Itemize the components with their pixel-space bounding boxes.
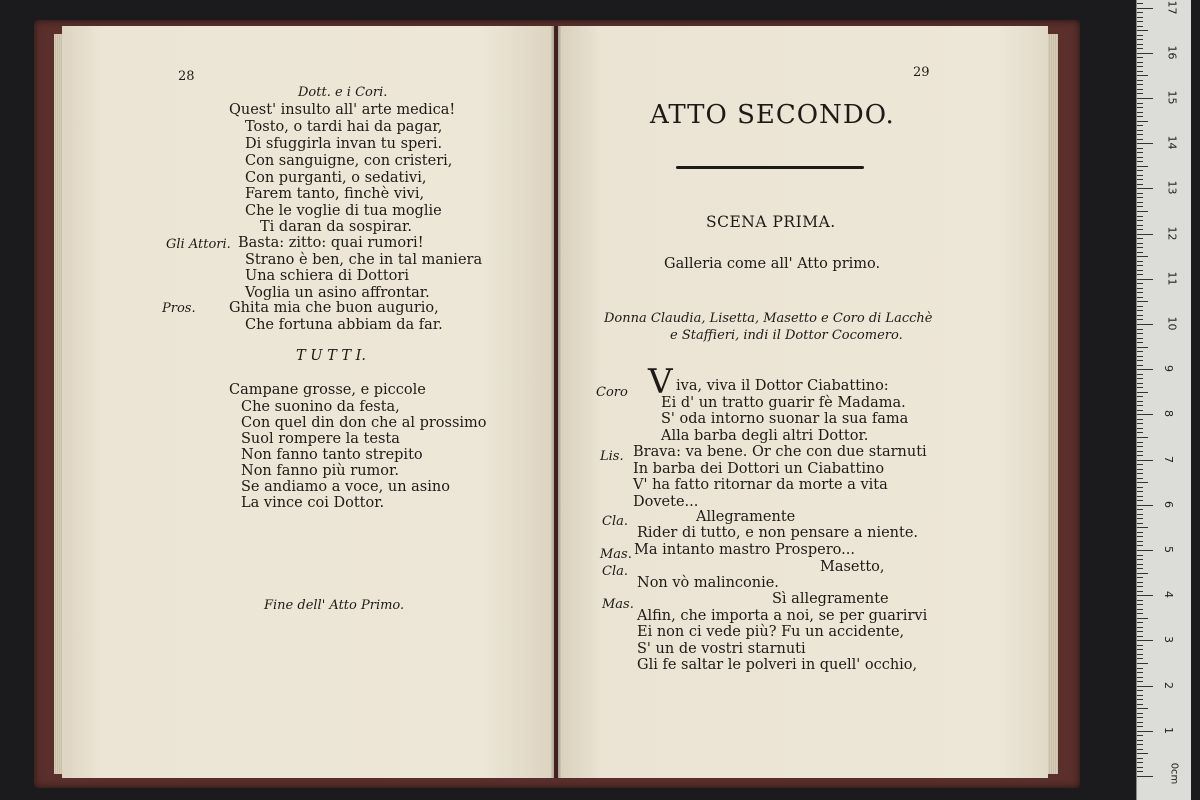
- ruler-tick: [1137, 347, 1148, 348]
- drop-cap: V: [648, 362, 673, 402]
- ruler-number: 10: [1165, 316, 1179, 331]
- ruler-tick: [1137, 690, 1143, 691]
- ruler-tick: [1137, 93, 1143, 94]
- ruler-tick: [1137, 125, 1143, 126]
- ruler-tick: [1137, 622, 1143, 623]
- ruler-tick: [1137, 491, 1143, 492]
- ruler-number: 7: [1162, 455, 1175, 463]
- ruler-tick: [1137, 274, 1143, 275]
- ruler-tick: [1137, 44, 1143, 45]
- ruler-tick: [1137, 532, 1143, 533]
- ruler-tick: [1137, 559, 1143, 560]
- ruler-tick: [1137, 595, 1153, 596]
- ruler-tick: [1137, 609, 1143, 610]
- ruler-tick: [1137, 518, 1143, 519]
- ruler-unit-label: 0cm: [1168, 762, 1180, 785]
- ruler-number: 3: [1162, 636, 1175, 644]
- verse-line: Che le voglie di tua moglie: [245, 203, 442, 219]
- ruler-tick: [1137, 708, 1148, 709]
- ruler-tick: [1137, 225, 1143, 226]
- verse-line: Basta: zitto: quai rumori!: [238, 235, 424, 251]
- ruler-tick: [1137, 338, 1143, 339]
- ruler-tick: [1137, 211, 1148, 212]
- ruler-tick: [1137, 301, 1148, 302]
- ruler-tick: [1137, 21, 1143, 22]
- ruler-tick: [1137, 220, 1143, 221]
- verse-line: Una schiera di Dottori: [245, 268, 409, 284]
- ruler-tick: [1137, 378, 1143, 379]
- ruler-tick: [1137, 374, 1143, 375]
- verse-line: Ei non ci vede più? Fu un accidente,: [637, 624, 905, 640]
- act-title: ATTO SECONDO.: [650, 100, 895, 130]
- ruler-tick: [1137, 555, 1143, 556]
- left-page-number: 28: [178, 69, 195, 84]
- ruler-tick: [1137, 193, 1143, 194]
- ruler-tick: [1137, 586, 1143, 587]
- ruler-tick: [1137, 383, 1143, 384]
- ruler-tick: [1137, 252, 1143, 253]
- speaker-lis: Lis.: [600, 449, 624, 464]
- ruler-tick: [1137, 329, 1143, 330]
- ruler-number: 4: [1162, 591, 1175, 599]
- speaker-gli-attori: Gli Attori.: [166, 237, 231, 252]
- verse-line: V' ha fatto ritornar da morte a vita: [633, 477, 888, 493]
- ruler-tick: [1137, 437, 1148, 438]
- ruler-tick: [1137, 206, 1143, 207]
- verse-line: Ei d' un tratto guarir fè Madama.: [661, 395, 906, 411]
- ruler-tick: [1137, 170, 1143, 171]
- ruler-tick: [1137, 121, 1148, 122]
- ruler-tick: [1137, 71, 1143, 72]
- ruler-tick: [1137, 613, 1143, 614]
- character-list-line-2: e Staffieri, indi il Dottor Cocomero.: [670, 328, 903, 343]
- ruler-tick: [1137, 342, 1143, 343]
- speaker-heading: Dott. e i Cori.: [298, 85, 388, 100]
- ruler-tick: [1137, 631, 1143, 632]
- verse-line: La vince coi Dottor.: [241, 495, 385, 511]
- ruler-tick: [1137, 30, 1148, 31]
- ruler-number: 13: [1165, 180, 1179, 195]
- ruler-tick: [1137, 39, 1143, 40]
- ruler-tick: [1137, 3, 1143, 4]
- ruler-tick: [1137, 428, 1143, 429]
- ruler-tick: [1137, 541, 1143, 542]
- ruler-tick: [1137, 188, 1153, 189]
- verse-line: Che suonino da festa,: [241, 399, 400, 415]
- verse-line: Tosto, o tardi hai da pagar,: [245, 119, 443, 135]
- verse-line: iva, viva il Dottor Ciabattino:: [676, 378, 889, 394]
- ruler-number: 16: [1165, 45, 1179, 60]
- ruler-tick: [1137, 451, 1143, 452]
- ruler-tick: [1137, 704, 1143, 705]
- ruler-tick: [1137, 419, 1143, 420]
- verse-line: Ma intanto mastro Prospero...: [634, 542, 855, 558]
- ruler-tick: [1137, 446, 1143, 447]
- speaker-cla-2: Cla.: [602, 564, 628, 579]
- ruler-tick: [1137, 618, 1148, 619]
- character-list-line-1: Donna Claudia, Lisetta, Masetto e Coro di Lacchè: [604, 311, 933, 326]
- ruler-tick: [1137, 473, 1143, 474]
- ruler-number: 2: [1162, 681, 1175, 689]
- ruler-tick: [1137, 84, 1143, 85]
- speaker-cla: Cla.: [602, 514, 628, 529]
- book-gutter: [551, 26, 561, 778]
- measurement-ruler: [1136, 0, 1191, 800]
- ruler-tick: [1137, 148, 1143, 149]
- verse-line: Ghita mia che buon augurio,: [229, 300, 439, 316]
- ruler-tick: [1137, 753, 1148, 754]
- ruler-number: 6: [1162, 500, 1175, 508]
- ruler-tick: [1137, 527, 1148, 528]
- ruler-tick: [1137, 89, 1143, 90]
- end-of-act-one: Fine dell' Atto Primo.: [264, 598, 405, 613]
- ruler-tick: [1137, 396, 1143, 397]
- verse-line: Con quel din don che al prossimo: [241, 415, 487, 431]
- ruler-number: 17: [1165, 0, 1179, 15]
- speaker-mas: Mas.: [600, 547, 632, 562]
- ruler-number: 1: [1162, 726, 1175, 734]
- ruler-tick: [1137, 677, 1143, 678]
- verse-line: Allegramente: [696, 509, 796, 525]
- ruler-tick: [1137, 369, 1153, 370]
- ruler-tick: [1137, 536, 1143, 537]
- ruler-number: 5: [1162, 546, 1175, 553]
- ruler-tick: [1137, 98, 1153, 99]
- ruler-tick: [1137, 582, 1143, 583]
- ruler-tick: [1137, 460, 1153, 461]
- ruler-tick: [1137, 726, 1143, 727]
- ruler-tick: [1137, 600, 1143, 601]
- ruler-tick: [1137, 75, 1148, 76]
- ruler-tick: [1137, 482, 1148, 483]
- ruler-tick: [1137, 288, 1143, 289]
- verse-line: Voglia un asino affrontar.: [245, 285, 430, 301]
- ruler-tick: [1137, 17, 1143, 18]
- ruler-tick: [1137, 423, 1143, 424]
- ruler-tick: [1137, 604, 1143, 605]
- verse-line: Strano è ben, che in tal maniera: [245, 252, 483, 268]
- ruler-tick: [1137, 297, 1143, 298]
- ruler-tick: [1137, 568, 1143, 569]
- verse-line: Farem tanto, finchè vivi,: [245, 186, 425, 202]
- ruler-tick: [1137, 234, 1153, 235]
- ruler-tick: [1137, 509, 1143, 510]
- ruler-tick: [1137, 112, 1143, 113]
- ruler-tick: [1137, 35, 1143, 36]
- ruler-tick: [1137, 722, 1143, 723]
- ruler-tick: [1137, 545, 1143, 546]
- ruler-tick: [1137, 261, 1143, 262]
- ruler-tick: [1137, 107, 1143, 108]
- ruler-tick: [1137, 184, 1143, 185]
- ruler-tick: [1137, 771, 1143, 772]
- scene-setting: Galleria come all' Atto primo.: [664, 256, 881, 272]
- ruler-tick: [1137, 550, 1153, 551]
- ruler-tick: [1137, 731, 1153, 732]
- ruler-tick: [1137, 654, 1143, 655]
- ruler-tick: [1137, 432, 1143, 433]
- ruler-tick: [1137, 464, 1143, 465]
- verse-line: Campane grosse, e piccole: [229, 382, 426, 398]
- ruler-tick: [1137, 645, 1143, 646]
- ruler-tick: [1137, 238, 1143, 239]
- verse-line: Sì allegramente: [772, 591, 889, 607]
- ruler-tick: [1137, 695, 1143, 696]
- verse-line: Con purganti, o sedativi,: [245, 170, 427, 186]
- ruler-tick: [1137, 319, 1143, 320]
- ruler-tick: [1137, 649, 1143, 650]
- right-page-edges: [1048, 34, 1058, 774]
- verse-line: Masetto,: [820, 559, 885, 575]
- ruler-tick: [1137, 12, 1143, 13]
- ruler-tick: [1137, 315, 1143, 316]
- ruler-tick: [1137, 48, 1143, 49]
- ruler-tick: [1137, 53, 1153, 54]
- ruler-tick: [1137, 256, 1148, 257]
- right-page-number: 29: [913, 65, 930, 80]
- ruler-number: 8: [1162, 410, 1175, 418]
- speaker-pros: Pros.: [162, 301, 196, 316]
- ruler-tick: [1137, 179, 1143, 180]
- ruler-tick: [1137, 713, 1143, 714]
- verse-line: In barba dei Dottori un Ciabattino: [633, 461, 885, 477]
- verse-line: Rider di tutto, e non pensare a niente.: [637, 525, 919, 541]
- verse-line: Dovete...: [633, 494, 699, 510]
- ruler-tick: [1137, 26, 1143, 27]
- verse-line: Che fortuna abbiam da far.: [245, 317, 443, 333]
- ruler-tick: [1137, 166, 1148, 167]
- verse-line: Non fanno tanto strepito: [241, 447, 423, 463]
- ruler-tick: [1137, 636, 1143, 637]
- ruler-tick: [1137, 514, 1143, 515]
- ruler-tick: [1137, 243, 1143, 244]
- ruler-tick: [1137, 161, 1143, 162]
- ruler-tick: [1137, 523, 1143, 524]
- ruler-tick: [1137, 672, 1143, 673]
- ruler-number: 15: [1165, 90, 1179, 105]
- ruler-tick: [1137, 283, 1143, 284]
- ruler-tick: [1137, 387, 1143, 388]
- ruler-tick: [1137, 216, 1143, 217]
- ruler-tick: [1137, 134, 1143, 135]
- ruler-tick: [1137, 487, 1143, 488]
- ruler-tick: [1137, 80, 1143, 81]
- ruler-tick: [1137, 324, 1153, 325]
- ruler-number: 14: [1165, 135, 1179, 150]
- ruler-tick: [1137, 744, 1143, 745]
- ruler-tick: [1137, 681, 1143, 682]
- ruler-tick: [1137, 717, 1143, 718]
- ruler-tick: [1137, 762, 1143, 763]
- tutti-heading: T U T T I.: [296, 348, 367, 364]
- ruler-number: 12: [1165, 226, 1179, 241]
- ruler-tick: [1137, 279, 1153, 280]
- ruler-tick: [1137, 455, 1143, 456]
- ruler-tick: [1137, 139, 1143, 140]
- verse-line: S' oda intorno suonar la sua fama: [661, 411, 909, 427]
- ruler-tick: [1137, 197, 1143, 198]
- ruler-tick: [1137, 392, 1148, 393]
- speaker-mas-2: Mas.: [602, 597, 634, 612]
- verse-line: Alla barba degli altri Dottor.: [661, 428, 869, 444]
- verse-line: Con sanguigne, con cristeri,: [245, 153, 453, 169]
- verse-line: Brava: va bene. Or che con due starnuti: [633, 444, 927, 460]
- ruler-tick: [1137, 658, 1143, 659]
- ruler-tick: [1137, 103, 1143, 104]
- ruler-tick: [1137, 410, 1143, 411]
- title-rule: [676, 166, 864, 169]
- ruler-tick: [1137, 360, 1143, 361]
- ruler-tick: [1137, 365, 1143, 366]
- ruler-tick: [1137, 292, 1143, 293]
- ruler-tick: [1137, 767, 1143, 768]
- ruler-tick: [1137, 130, 1143, 131]
- ruler-tick: [1137, 478, 1143, 479]
- ruler-tick: [1137, 270, 1143, 271]
- ruler-tick: [1137, 356, 1143, 357]
- verse-line: Suol rompere la testa: [241, 431, 400, 447]
- verse-line: Non vò malinconie.: [637, 575, 779, 591]
- ruler-tick: [1137, 496, 1143, 497]
- ruler-tick: [1137, 143, 1153, 144]
- ruler-tick: [1137, 573, 1148, 574]
- ruler-tick: [1137, 306, 1143, 307]
- verse-line: Di sfuggirla invan tu speri.: [245, 136, 443, 152]
- verse-line: Alfin, che importa a noi, se per guarirvi: [637, 608, 928, 624]
- ruler-tick: [1137, 414, 1153, 415]
- ruler-tick: [1137, 157, 1143, 158]
- ruler-tick: [1137, 758, 1143, 759]
- ruler-tick: [1137, 310, 1143, 311]
- verse-line: Ti daran da sospirar.: [260, 219, 412, 235]
- ruler-tick: [1137, 229, 1143, 230]
- ruler-tick: [1137, 116, 1143, 117]
- ruler-tick: [1137, 749, 1143, 750]
- ruler-tick: [1137, 663, 1148, 664]
- ruler-tick: [1137, 175, 1143, 176]
- ruler-tick: [1137, 405, 1143, 406]
- speaker-coro: Coro: [596, 385, 628, 400]
- ruler-tick: [1137, 62, 1143, 63]
- ruler-tick: [1137, 686, 1153, 687]
- ruler-tick: [1137, 699, 1143, 700]
- ruler-tick: [1137, 735, 1143, 736]
- ruler-tick: [1137, 333, 1143, 334]
- verse-line: Non fanno più rumor.: [241, 463, 399, 479]
- ruler-tick: [1137, 469, 1143, 470]
- ruler-number: 11: [1165, 271, 1179, 286]
- ruler-tick: [1137, 564, 1143, 565]
- ruler-tick: [1137, 577, 1143, 578]
- ruler-tick: [1137, 351, 1143, 352]
- ruler-tick: [1137, 627, 1143, 628]
- verse-line: Quest' insulto all' arte medica!: [229, 102, 456, 118]
- ruler-number: 9: [1162, 365, 1175, 373]
- ruler-tick: [1137, 500, 1143, 501]
- ruler-tick: [1137, 591, 1143, 592]
- ruler-tick: [1137, 202, 1143, 203]
- ruler-tick: [1137, 668, 1143, 669]
- verse-line: Se andiamo a voce, un asino: [241, 479, 450, 495]
- ruler-tick: [1137, 152, 1143, 153]
- scene-title: SCENA PRIMA.: [706, 213, 836, 231]
- verse-line: Gli fe saltar le polveri in quell' occhio,: [637, 657, 918, 673]
- ruler-tick: [1137, 740, 1143, 741]
- ruler-tick: [1137, 401, 1143, 402]
- ruler-tick: [1137, 66, 1143, 67]
- ruler-tick: [1137, 57, 1143, 58]
- ruler-tick: [1137, 505, 1153, 506]
- ruler-tick: [1137, 247, 1143, 248]
- ruler-tick: [1137, 442, 1143, 443]
- ruler-tick: [1137, 265, 1143, 266]
- verse-line: S' un de vostri starnuti: [637, 641, 806, 657]
- ruler-tick: [1137, 776, 1153, 777]
- ruler-tick: [1137, 8, 1153, 9]
- ruler-tick: [1137, 640, 1153, 641]
